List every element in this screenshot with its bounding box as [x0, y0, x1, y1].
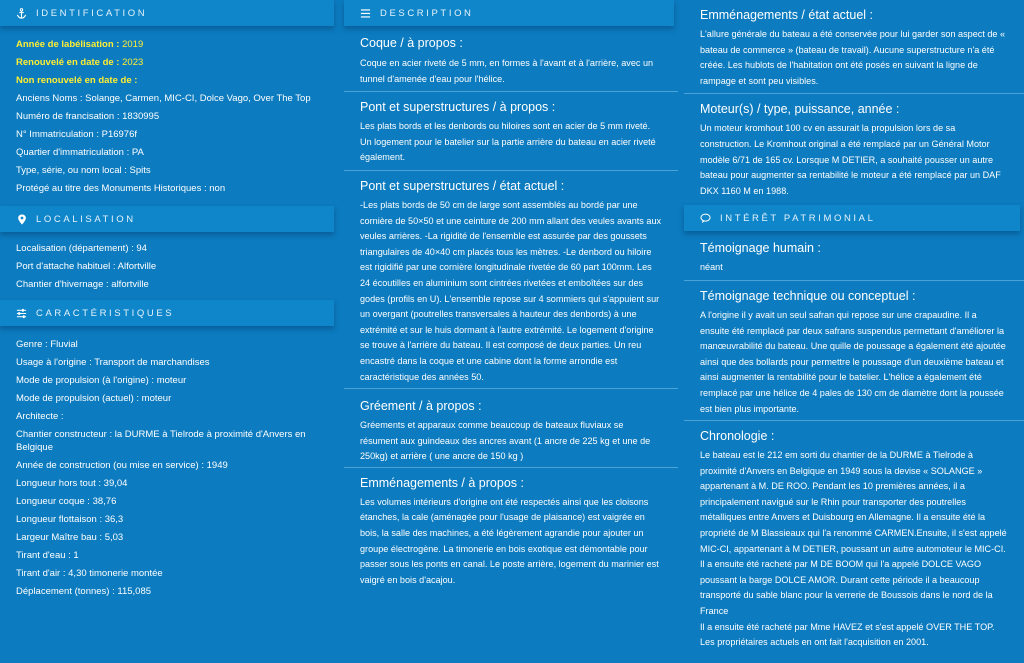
caracteristique-row: Longueur hors tout : 39,04 — [16, 478, 128, 489]
chronologie-section — [684, 421, 1024, 651]
sliders-icon — [16, 308, 27, 319]
column-left — [0, 0, 338, 601]
list-icon — [360, 8, 371, 19]
localisation-row: Chantier d'hivernage : alfortville — [16, 279, 149, 290]
divider — [684, 93, 1024, 94]
anchor-icon — [16, 8, 27, 19]
caracteristique-row: Longueur flottaison : 36,3 — [16, 514, 124, 525]
divider — [344, 388, 678, 389]
divider — [684, 280, 1024, 281]
labelisation-year-row — [16, 36, 322, 54]
identification-header — [0, 0, 334, 26]
interet-title: INTÉRÊT PATRIMONIAL — [720, 212, 876, 224]
divider — [344, 91, 678, 92]
labelisation-year-value: 2019 — [122, 39, 144, 50]
section-heading: Pont et superstructures / à propos : — [360, 100, 556, 115]
identification-row: Protégé au titre des Monuments Historiques : non — [16, 183, 226, 194]
moteur-section — [684, 94, 1024, 199]
caracteristique-row: Mode de propulsion (actuel) : moteur — [16, 393, 172, 404]
divider — [344, 467, 678, 468]
divider — [344, 170, 678, 171]
section-text: L'allure générale du bateau a été conservée pour lui garder son aspect de « bateau de commerce » (bateau de travail). Aucune superstructure n'a été créée. Les hublots de l'habitation ont été posés en suivant la ligne de rampage et sont peu visibles. — [700, 29, 1006, 86]
section-text: néant — [700, 262, 723, 273]
identification-title: IDENTIFICATION — [36, 7, 148, 19]
section-heading: Coque / à propos : — [360, 36, 463, 50]
identification-row: Numéro de francisation : 1830995 — [16, 111, 160, 122]
caracteristique-row: Architecte : — [16, 411, 64, 422]
divider — [684, 420, 1024, 421]
caracteristique-row: Largeur Maître bau : 5,03 — [16, 532, 124, 543]
section-text: A l'origine il y avait un seul safran qui repose sur une crapaudine. Il a ensuite été remplacé par deux safrans suspendus permettant d'améliorer la manœuvrabilité du bateau. Une quille de poussage a également été ajoutée ainsi que des bollards pour permettre le poussage d'un deuxième bateau et ainsi augmenter la rentabilité pour le batelier. L'hélice a également été remplacé par une hélice de 4 pales de 130 cm de diamètre dont la poussée est bien plus importante. — [700, 309, 1006, 414]
pont-apropos-section — [344, 92, 678, 166]
caracteristique-row: Tirant d'eau : 1 — [16, 550, 79, 561]
section-text: Gréements et apparaux comme beaucoup de bateaux fluviaux se résument aux guindeaux des ancres avant (1 ancre de 225 kg et une de 250kg) et arrière ( une ancre de 150 kg ) — [360, 420, 651, 462]
localisation-list — [0, 232, 338, 294]
section-text: Il a ensuite été racheté par Mme HAVEZ et s'est appelé OVER THE TOP. Les propriétaires actuels en ont fait l'acquisition en 2001. — [700, 621, 995, 648]
labelisation-year-label: Année de labélisation : — [16, 39, 120, 50]
caracteristiques-title: CARACTÉRISTIQUES — [36, 307, 175, 319]
section-heading: Moteur(s) / type, puissance, année : — [700, 102, 900, 117]
map-pin-icon — [16, 214, 27, 225]
renewed-value: 2023 — [122, 57, 144, 68]
emmenagements-etat-section — [684, 0, 1024, 89]
description-title: DESCRIPTION — [380, 7, 474, 19]
section-text: Le bateau est le 212 em sorti du chantier de la DURME à Tielrode à proximité d'Anvers en Belgique en 1949 sous la devise « SOLANGE » appartenant à M. DE ROO. Pendant les 10 premières années, il a principalement navigué sur le Rhin pour transporter des poutrelles métalliques entre Anvers et Duisbourg en Allemagne. Il a ensuite été la propriété de M Blassieaux qui l'a renommé CARMEN.Ensuite, il s'est appelé MIC-CI, appartenant à M DETIER, poussant un autre automoteur le MIC-CI. Il a ensuite été racheté par M DE BOOM qui l'a appelé DOLCE VAGO poussant la barge DOLCE AMOR. Durant cette période il a beaucoup transporté du sable blanc pour la verrerie de Boussois dans le nord de la France — [700, 450, 1007, 617]
caracteristique-row: Chantier constructeur : la DURME à Tielrode à proximité d'Anvers en Belgique — [16, 429, 306, 453]
emmenagements-apropos-section — [344, 468, 678, 589]
coque-section — [344, 26, 678, 87]
section-text: Un moteur kromhout 100 cv en assurait la propulsion lors de sa construction. Le Kromhout original a été remplacé par un Général Motor modèle 6/71 de 165 cv. Lorsque M DETIER, a souhaité pousser un autre bateau pour augmenter sa rentabilité le moteur a été remplacé par un DAF DKX 1160 M en 1988. — [700, 123, 1001, 196]
identification-list — [0, 26, 338, 198]
caracteristique-row: Déplacement (tonnes) : 115,085 — [16, 586, 152, 597]
section-heading: Chronologie : — [700, 429, 775, 444]
localisation-header — [0, 206, 334, 232]
section-heading: Témoignage humain : — [700, 241, 821, 256]
greement-section — [344, 389, 678, 465]
section-heading: Témoignage technique ou conceptuel : — [700, 288, 916, 303]
section-heading: Gréement / à propos : — [360, 399, 482, 414]
localisation-row: Port d'attache habituel : Alfortville — [16, 261, 157, 272]
interet-header — [684, 205, 1020, 231]
caracteristique-row: Tirant d'air : 4,30 timonerie montée — [16, 568, 163, 579]
not-renewed-row — [16, 72, 322, 90]
renewed-label: Renouvelé en date de : — [16, 57, 120, 68]
section-text: Les volumes intérieurs d'origine ont été respectés ainsi que les cloisons étanches, la cale (aménagée pour l'usage de plaisance) est vaigrée en bois, la salle des machines, a été légèrement agrandie pour ajouter un groupe électrogène. La timonerie en bois exotique est démontable pour passer sous les ponts en canal. Le poste arrière, logement du marinier est vaigré en bois d'acajou. — [360, 496, 659, 585]
identification-row: Type, série, ou nom local : Spits — [16, 165, 151, 176]
not-renewed-label: Non renouvelé en date de : — [16, 75, 138, 86]
caracteristique-row: Genre : Fluvial — [16, 339, 78, 350]
section-heading: Emménagements / à propos : — [360, 475, 524, 490]
temoignage-technique-section — [684, 281, 1024, 417]
description-header — [344, 0, 674, 26]
identification-row: N° Immatriculation : P16976f — [16, 129, 138, 140]
speech-bubble-icon — [700, 213, 711, 224]
renewed-row — [16, 54, 322, 72]
temoignage-humain-section — [684, 231, 1024, 276]
caracteristiques-list — [0, 326, 338, 601]
column-middle — [344, 0, 678, 588]
section-text: Les plats bords et les denbords ou hiloires sont en acier de 5 mm riveté. Un logement pour le batelier sur la partie arrière du bateau en acier riveté également. — [360, 121, 656, 163]
section-heading: Emménagements / état actuel : — [700, 8, 874, 22]
caracteristique-row: Usage à l'origine : Transport de marchandises — [16, 357, 210, 368]
pont-etat-section — [344, 171, 678, 385]
section-text: -Les plats bords de 50 cm de large sont assemblés au bordé par une cornière de 50×50 et une ceinture de 200 mm allant des veules avants aux veules arrières. -La rigidité de l'ensemble est assurée par des goussets triangulaires de 40×40 cm placés tous les mètres. -Le denbord ou hiloire est rigidifié par une cornière longitudinale rivetée de 60 part 100mm. Les 24 écoutilles en aluminium sont cintrées rivetées et emboîtées sur des godes (profils en U). L'ensemble repose sur 4 sommiers qui s'appuient sur un overgant (poutrelles transversales à hauteur des denbords) à une extrémité et sur le huis dormant à l'autre extrémité. Le logement d'origine se trouve à l'arrière du bateau. Il est composé de deux parties. Un reu encastré dans la coque et une cabine dont la forme arrondie est caractéristique des années 50. — [360, 199, 662, 382]
caracteristique-row: Année de construction (ou mise en service) : 1949 — [16, 460, 228, 471]
caracteristique-row: Longueur coque : 38,76 — [16, 496, 117, 507]
caracteristiques-header — [0, 300, 334, 326]
section-heading: Pont et superstructures / état actuel : — [360, 178, 565, 193]
caracteristique-row: Mode de propulsion (à l'origine) : moteur — [16, 375, 187, 386]
identification-row: Anciens Noms : Solange, Carmen, MIC-CI, Dolce Vago, Over The Top — [16, 93, 311, 104]
localisation-row: Localisation (département) : 94 — [16, 243, 147, 254]
localisation-title: LOCALISATION — [36, 213, 136, 225]
section-text: Coque en acier riveté de 5 mm, en formes à l'avant et à l'arrière, avec un tunnel d'amenée d'eau pour l'hélice. — [360, 58, 654, 84]
column-right — [684, 0, 1024, 651]
identification-row: Quartier d'immatriculation : PA — [16, 147, 144, 158]
